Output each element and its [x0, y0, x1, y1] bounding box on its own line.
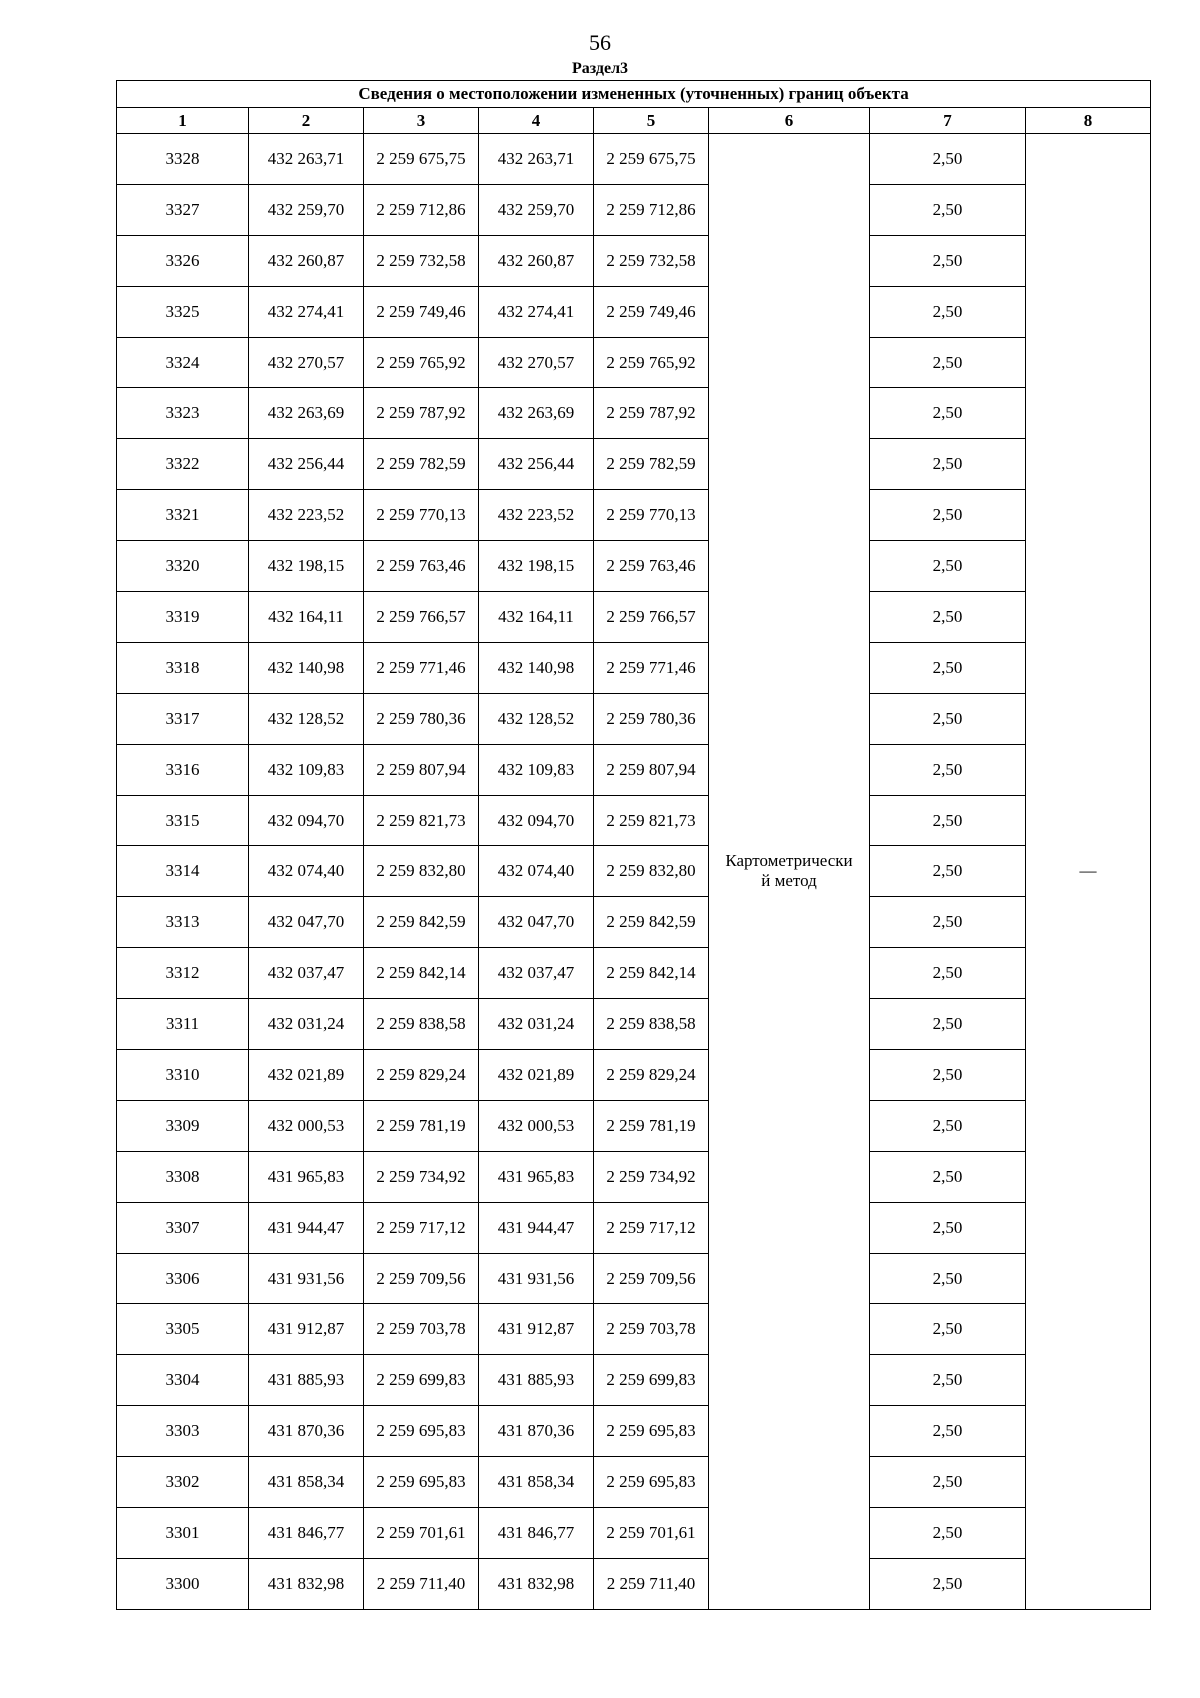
coordinate-x-cell: 431 944,47	[479, 1202, 594, 1253]
coordinate-x-cell: 432 128,52	[249, 693, 364, 744]
coordinate-x-cell: 431 931,56	[249, 1253, 364, 1304]
coordinate-x-cell: 432 109,83	[249, 744, 364, 795]
coordinate-x-cell: 432 109,83	[479, 744, 594, 795]
coordinate-x-cell: 431 965,83	[479, 1151, 594, 1202]
coordinate-y-cell: 2 259 709,56	[364, 1253, 479, 1304]
coordinate-y-cell: 2 259 701,61	[364, 1508, 479, 1559]
accuracy-cell: 2,50	[870, 1406, 1026, 1457]
coordinate-x-cell: 431 965,83	[249, 1151, 364, 1202]
coordinate-y-cell: 2 259 766,57	[364, 592, 479, 643]
accuracy-cell: 2,50	[870, 1151, 1026, 1202]
coordinate-y-cell: 2 259 749,46	[594, 286, 709, 337]
table-row	[117, 897, 1151, 948]
table-row	[117, 693, 1151, 744]
point-number-cell: 3306	[117, 1253, 249, 1304]
coordinate-y-cell: 2 259 781,19	[594, 1100, 709, 1151]
table-row	[117, 1151, 1151, 1202]
table-row	[117, 1253, 1151, 1304]
accuracy-cell: 2,50	[870, 744, 1026, 795]
coordinate-x-cell: 432 263,71	[249, 134, 364, 185]
coordinate-x-cell: 432 198,15	[479, 541, 594, 592]
accuracy-cell: 2,50	[870, 439, 1026, 490]
coordinate-y-cell: 2 259 712,86	[594, 184, 709, 235]
column-number-row	[117, 108, 1151, 134]
coordinate-y-cell: 2 259 771,46	[364, 642, 479, 693]
accuracy-cell: 2,50	[870, 1050, 1026, 1101]
column-number: 3	[364, 108, 479, 134]
coordinate-x-cell: 432 021,89	[479, 1050, 594, 1101]
coordinate-x-cell: 432 140,98	[249, 642, 364, 693]
coordinate-y-cell: 2 259 703,78	[364, 1304, 479, 1355]
table-row	[117, 235, 1151, 286]
accuracy-cell: 2,50	[870, 286, 1026, 337]
point-number-cell: 3302	[117, 1457, 249, 1508]
point-number-cell: 3320	[117, 541, 249, 592]
coordinate-x-cell: 432 000,53	[479, 1100, 594, 1151]
point-number-cell: 3325	[117, 286, 249, 337]
coordinate-x-cell: 432 140,98	[479, 642, 594, 693]
accuracy-cell: 2,50	[870, 1304, 1026, 1355]
coordinate-y-cell: 2 259 699,83	[594, 1355, 709, 1406]
accuracy-cell: 2,50	[870, 642, 1026, 693]
coordinate-x-cell: 431 846,77	[249, 1508, 364, 1559]
coordinate-x-cell: 432 274,41	[479, 286, 594, 337]
accuracy-cell: 2,50	[870, 1100, 1026, 1151]
coordinate-x-cell: 432 259,70	[479, 184, 594, 235]
coordinate-x-cell: 431 858,34	[479, 1457, 594, 1508]
coordinate-x-cell: 431 832,98	[479, 1558, 594, 1609]
coordinate-y-cell: 2 259 838,58	[364, 999, 479, 1050]
coordinate-x-cell: 431 912,87	[479, 1304, 594, 1355]
coordinate-y-cell: 2 259 842,14	[594, 948, 709, 999]
coordinate-y-cell: 2 259 832,80	[594, 846, 709, 897]
coordinate-x-cell: 432 256,44	[249, 439, 364, 490]
coordinate-x-cell: 432 037,47	[249, 948, 364, 999]
table-row	[117, 286, 1151, 337]
table-row	[117, 134, 1151, 185]
coordinate-y-cell: 2 259 832,80	[364, 846, 479, 897]
coordinate-y-cell: 2 259 675,75	[364, 134, 479, 185]
point-number-cell: 3303	[117, 1406, 249, 1457]
table-row	[117, 592, 1151, 643]
accuracy-cell: 2,50	[870, 541, 1026, 592]
coordinate-x-cell: 432 094,70	[479, 795, 594, 846]
coordinate-y-cell: 2 259 842,59	[594, 897, 709, 948]
coordinate-x-cell: 432 074,40	[249, 846, 364, 897]
coordinate-x-cell: 432 128,52	[479, 693, 594, 744]
coordinate-x-cell: 431 912,87	[249, 1304, 364, 1355]
coordinate-y-cell: 2 259 765,92	[594, 337, 709, 388]
coordinate-y-cell: 2 259 699,83	[364, 1355, 479, 1406]
coordinate-x-cell: 432 259,70	[249, 184, 364, 235]
table-row	[117, 846, 1151, 897]
coordinate-y-cell: 2 259 842,14	[364, 948, 479, 999]
coordinate-y-cell: 2 259 770,13	[594, 490, 709, 541]
column-number: 8	[1026, 108, 1151, 134]
coordinate-y-cell: 2 259 701,61	[594, 1508, 709, 1559]
table-row	[117, 1406, 1151, 1457]
coordinate-y-cell: 2 259 770,13	[364, 490, 479, 541]
coordinate-x-cell: 431 944,47	[249, 1202, 364, 1253]
coordinate-y-cell: 2 259 695,83	[364, 1406, 479, 1457]
table-row	[117, 184, 1151, 235]
table-row	[117, 1304, 1151, 1355]
accuracy-cell: 2,50	[870, 592, 1026, 643]
column-number: 5	[594, 108, 709, 134]
point-number-cell: 3314	[117, 846, 249, 897]
point-number-cell: 3328	[117, 134, 249, 185]
table-row	[117, 1050, 1151, 1101]
coordinate-y-cell: 2 259 734,92	[364, 1151, 479, 1202]
coordinate-x-cell: 432 094,70	[249, 795, 364, 846]
coordinate-y-cell: 2 259 712,86	[364, 184, 479, 235]
coordinate-y-cell: 2 259 703,78	[594, 1304, 709, 1355]
coordinate-y-cell: 2 259 732,58	[364, 235, 479, 286]
method-cell: Картометрически й метод	[709, 134, 870, 1610]
coordinate-y-cell: 2 259 842,59	[364, 897, 479, 948]
coordinate-x-cell: 432 263,69	[249, 388, 364, 439]
coordinate-x-cell: 432 263,71	[479, 134, 594, 185]
coordinate-y-cell: 2 259 765,92	[364, 337, 479, 388]
coordinate-x-cell: 432 021,89	[249, 1050, 364, 1101]
coordinate-y-cell: 2 259 732,58	[594, 235, 709, 286]
coordinate-y-cell: 2 259 829,24	[594, 1050, 709, 1101]
point-number-cell: 3307	[117, 1202, 249, 1253]
table-body	[117, 134, 1151, 1610]
coordinate-y-cell: 2 259 807,94	[364, 744, 479, 795]
column-number: 1	[117, 108, 249, 134]
table-row	[117, 999, 1151, 1050]
coordinate-x-cell: 432 164,11	[249, 592, 364, 643]
boundary-coordinates-table	[116, 80, 1151, 1610]
coordinate-x-cell: 432 074,40	[479, 846, 594, 897]
coordinate-x-cell: 431 832,98	[249, 1558, 364, 1609]
coordinate-x-cell: 431 885,93	[479, 1355, 594, 1406]
table-row	[117, 1202, 1151, 1253]
coordinate-y-cell: 2 259 711,40	[594, 1558, 709, 1609]
coordinate-x-cell: 432 031,24	[479, 999, 594, 1050]
point-number-cell: 3308	[117, 1151, 249, 1202]
table-row	[117, 1508, 1151, 1559]
point-number-cell: 3301	[117, 1508, 249, 1559]
coordinate-y-cell: 2 259 766,57	[594, 592, 709, 643]
coordinate-y-cell: 2 259 763,46	[594, 541, 709, 592]
table-row	[117, 337, 1151, 388]
coordinate-x-cell: 432 000,53	[249, 1100, 364, 1151]
coordinate-y-cell: 2 259 695,83	[594, 1406, 709, 1457]
page-number: 56	[589, 30, 611, 55]
table-row	[117, 439, 1151, 490]
coordinate-y-cell: 2 259 781,19	[364, 1100, 479, 1151]
coordinate-x-cell: 432 223,52	[249, 490, 364, 541]
column-number: 7	[870, 108, 1026, 134]
accuracy-cell: 2,50	[870, 795, 1026, 846]
column-number: 2	[249, 108, 364, 134]
coordinate-y-cell: 2 259 675,75	[594, 134, 709, 185]
point-number-cell: 3327	[117, 184, 249, 235]
point-number-cell: 3312	[117, 948, 249, 999]
coordinate-x-cell: 432 270,57	[249, 337, 364, 388]
point-number-cell: 3322	[117, 439, 249, 490]
coordinate-x-cell: 432 263,69	[479, 388, 594, 439]
coordinate-y-cell: 2 259 787,92	[364, 388, 479, 439]
point-number-cell: 3309	[117, 1100, 249, 1151]
accuracy-cell: 2,50	[870, 1202, 1026, 1253]
coordinate-y-cell: 2 259 821,73	[364, 795, 479, 846]
coordinate-y-cell: 2 259 711,40	[364, 1558, 479, 1609]
section-title: Раздел3	[571, 60, 629, 77]
table-caption-row	[117, 81, 1151, 108]
accuracy-cell: 2,50	[870, 1558, 1026, 1609]
coordinate-y-cell: 2 259 787,92	[594, 388, 709, 439]
coordinate-x-cell: 431 870,36	[479, 1406, 594, 1457]
coordinate-x-cell: 432 031,24	[249, 999, 364, 1050]
coordinate-y-cell: 2 259 695,83	[594, 1457, 709, 1508]
table-row	[117, 541, 1151, 592]
coordinate-x-cell: 431 858,34	[249, 1457, 364, 1508]
accuracy-cell: 2,50	[870, 897, 1026, 948]
table-row	[117, 1558, 1151, 1609]
point-number-cell: 3318	[117, 642, 249, 693]
accuracy-cell: 2,50	[870, 1457, 1026, 1508]
coordinate-y-cell: 2 259 780,36	[594, 693, 709, 744]
accuracy-cell: 2,50	[870, 184, 1026, 235]
coordinate-y-cell: 2 259 717,12	[594, 1202, 709, 1253]
table-row	[117, 795, 1151, 846]
accuracy-cell: 2,50	[870, 134, 1026, 185]
coordinate-y-cell: 2 259 829,24	[364, 1050, 479, 1101]
point-number-cell: 3317	[117, 693, 249, 744]
coordinate-x-cell: 432 047,70	[479, 897, 594, 948]
point-number-cell: 3304	[117, 1355, 249, 1406]
accuracy-cell: 2,50	[870, 693, 1026, 744]
accuracy-cell: 2,50	[870, 1355, 1026, 1406]
accuracy-cell: 2,50	[870, 846, 1026, 897]
coordinate-y-cell: 2 259 838,58	[594, 999, 709, 1050]
table-row	[117, 388, 1151, 439]
coordinate-x-cell: 432 270,57	[479, 337, 594, 388]
accuracy-cell: 2,50	[870, 337, 1026, 388]
coordinate-y-cell: 2 259 782,59	[594, 439, 709, 490]
table-row	[117, 744, 1151, 795]
table-row	[117, 1457, 1151, 1508]
point-number-cell: 3323	[117, 388, 249, 439]
point-number-cell: 3310	[117, 1050, 249, 1101]
table-row	[117, 490, 1151, 541]
coordinate-y-cell: 2 259 709,56	[594, 1253, 709, 1304]
coordinate-y-cell: 2 259 821,73	[594, 795, 709, 846]
accuracy-cell: 2,50	[870, 235, 1026, 286]
coordinate-x-cell: 432 037,47	[479, 948, 594, 999]
point-number-cell: 3316	[117, 744, 249, 795]
coordinate-y-cell: 2 259 780,36	[364, 693, 479, 744]
coordinate-y-cell: 2 259 695,83	[364, 1457, 479, 1508]
accuracy-cell: 2,50	[870, 999, 1026, 1050]
coordinate-y-cell: 2 259 717,12	[364, 1202, 479, 1253]
coordinate-x-cell: 432 164,11	[479, 592, 594, 643]
coordinate-x-cell: 432 198,15	[249, 541, 364, 592]
point-number-cell: 3300	[117, 1558, 249, 1609]
accuracy-cell: 2,50	[870, 388, 1026, 439]
coordinate-x-cell: 432 256,44	[479, 439, 594, 490]
accuracy-cell: 2,50	[870, 1508, 1026, 1559]
coordinate-y-cell: 2 259 763,46	[364, 541, 479, 592]
point-number-cell: 3315	[117, 795, 249, 846]
table-row	[117, 642, 1151, 693]
coordinate-x-cell: 431 931,56	[479, 1253, 594, 1304]
coordinate-y-cell: 2 259 749,46	[364, 286, 479, 337]
accuracy-cell: 2,50	[870, 1253, 1026, 1304]
coordinate-x-cell: 432 260,87	[479, 235, 594, 286]
coordinate-y-cell: 2 259 771,46	[594, 642, 709, 693]
point-number-cell: 3326	[117, 235, 249, 286]
coordinate-x-cell: 432 047,70	[249, 897, 364, 948]
point-number-cell: 3324	[117, 337, 249, 388]
coordinate-x-cell: 431 846,77	[479, 1508, 594, 1559]
column-number: 6	[709, 108, 870, 134]
coordinate-y-cell: 2 259 734,92	[594, 1151, 709, 1202]
coordinate-x-cell: 431 885,93	[249, 1355, 364, 1406]
coordinate-x-cell: 432 274,41	[249, 286, 364, 337]
accuracy-cell: 2,50	[870, 948, 1026, 999]
table-row	[117, 1100, 1151, 1151]
coordinate-x-cell: 432 223,52	[479, 490, 594, 541]
point-number-cell: 3305	[117, 1304, 249, 1355]
coordinate-y-cell: 2 259 807,94	[594, 744, 709, 795]
point-number-cell: 3313	[117, 897, 249, 948]
note-mark-cell: —	[1026, 134, 1151, 1610]
table-row	[117, 948, 1151, 999]
coordinate-x-cell: 431 870,36	[249, 1406, 364, 1457]
point-number-cell: 3321	[117, 490, 249, 541]
point-number-cell: 3311	[117, 999, 249, 1050]
column-number: 4	[479, 108, 594, 134]
coordinate-y-cell: 2 259 782,59	[364, 439, 479, 490]
table-row	[117, 1355, 1151, 1406]
table-caption: Сведения о местоположении измененных (уточненных) границ объекта	[117, 81, 1151, 108]
point-number-cell: 3319	[117, 592, 249, 643]
coordinate-x-cell: 432 260,87	[249, 235, 364, 286]
accuracy-cell: 2,50	[870, 490, 1026, 541]
